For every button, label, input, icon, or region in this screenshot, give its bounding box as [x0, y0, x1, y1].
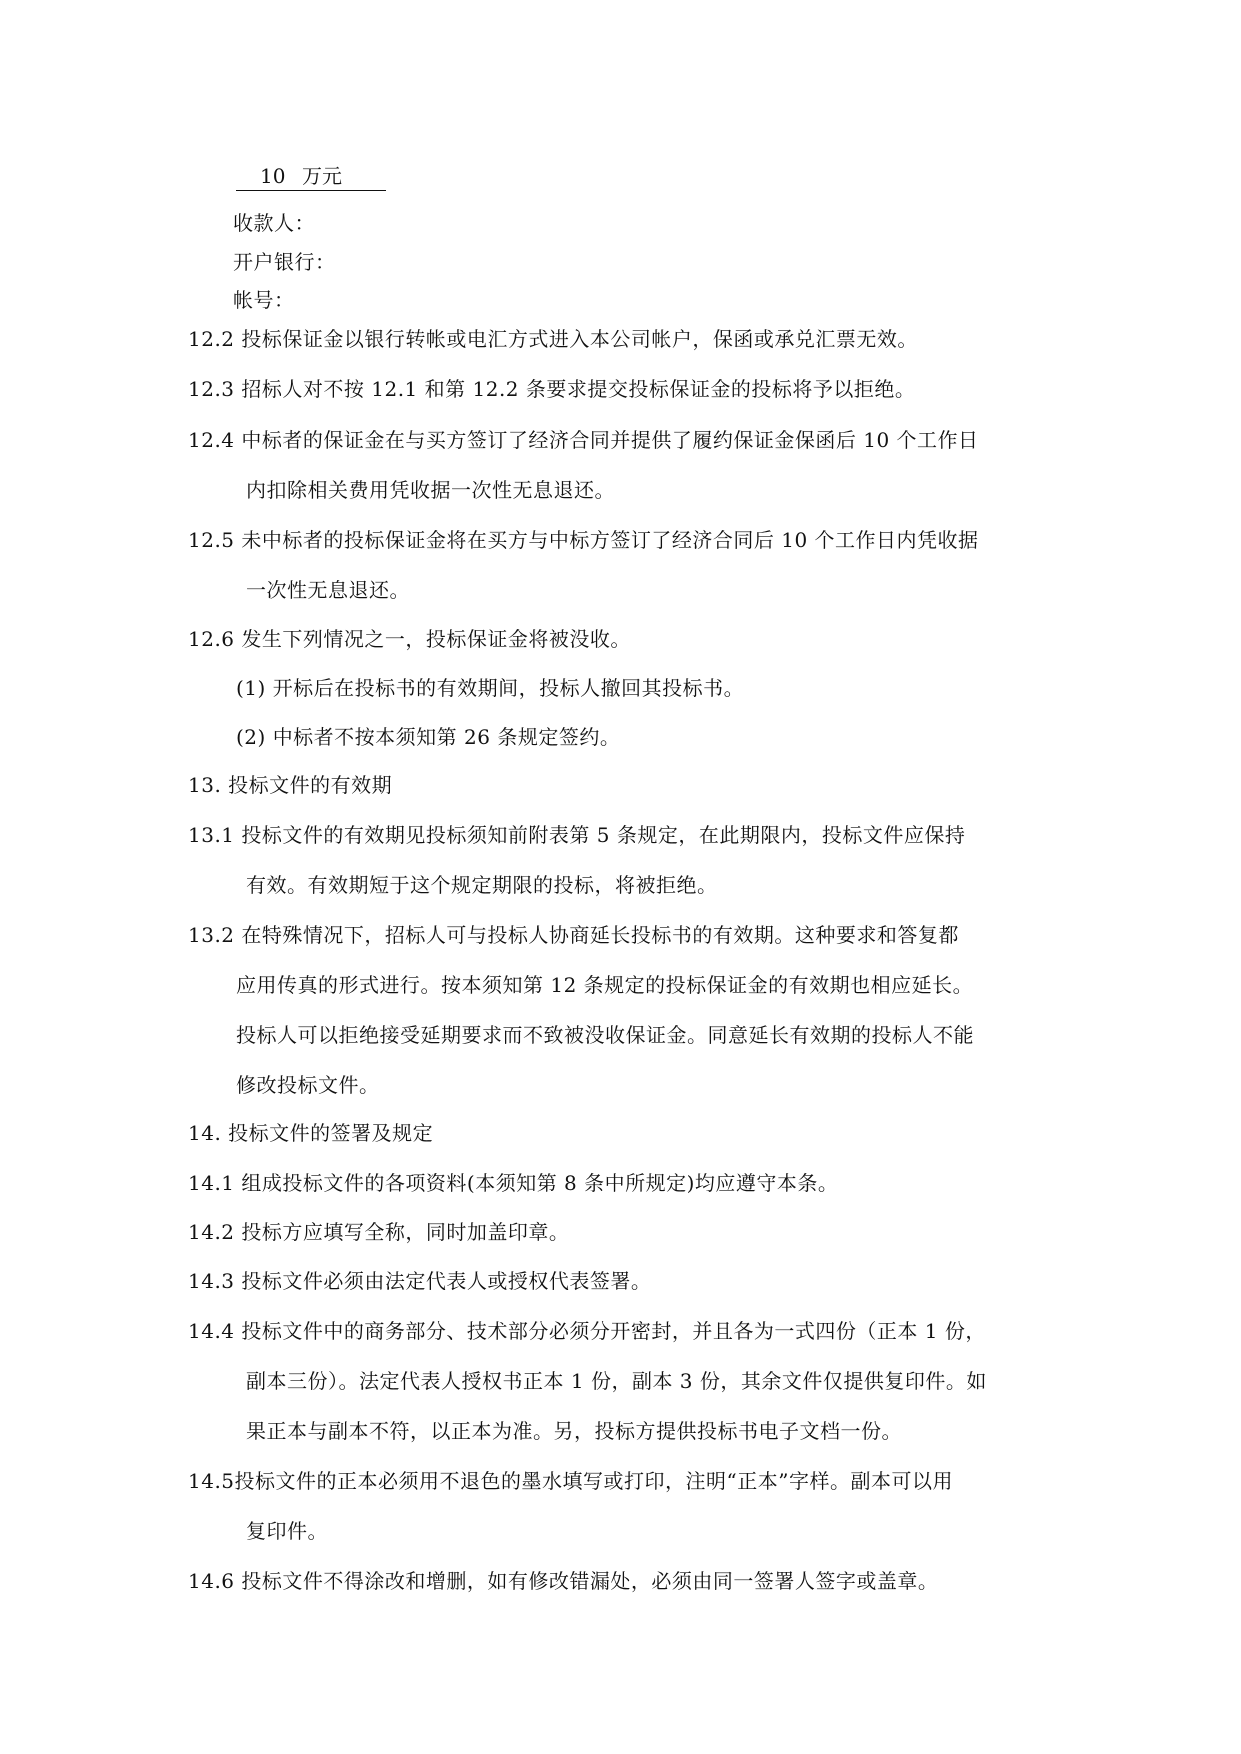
clause-14-5: 14.5投标文件的正本必须用不退色的墨水填写或打印，注明“正本”字样。副本可以用 [188, 1469, 953, 1493]
clause-14-5-cont: 复印件。 [246, 1519, 328, 1543]
section-14-heading: 14. 投标文件的签署及规定 [188, 1121, 434, 1145]
amount-value: 10 [260, 164, 286, 188]
clause-14-4: 14.4 投标文件中的商务部分、技术部分必须分开密封，并且各为一式四份（正本 1 份， [188, 1319, 986, 1343]
bank-label: 开户银行： [233, 250, 336, 274]
clause-12-6-item-1: (1) 开标后在投标书的有效期间，投标人撤回其投标书。 [236, 676, 745, 700]
clause-13-1: 13.1 投标文件的有效期见投标须知前附表第 5 条规定，在此期限内，投标文件应保持 [188, 823, 966, 847]
clause-14-1: 14.1 组成投标文件的各项资料(本须知第 8 条中所规定)均应遵守本条。 [188, 1171, 839, 1195]
clause-13-1-cont: 有效。有效期短于这个规定期限的投标，将被拒绝。 [246, 873, 718, 897]
clause-14-4-cont-1: 副本三份）。法定代表人授权书正本 1 份，副本 3 份，其余文件仅提供复印件。如 [246, 1369, 987, 1393]
clause-13-2-cont-1: 应用传真的形式进行。按本须知第 12 条规定的投标保证金的有效期也相应延长。 [236, 973, 974, 997]
section-13-heading: 13. 投标文件的有效期 [188, 773, 393, 797]
clause-13-2-cont-3: 修改投标文件。 [236, 1073, 380, 1097]
amount-underline-field [236, 164, 386, 191]
payee-label: 收款人： [233, 211, 315, 235]
clause-14-4-cont-2: 果正本与副本不符，以正本为准。另，投标方提供投标书电子文档一份。 [246, 1419, 902, 1443]
clause-12-6-item-2: (2) 中标者不按本须知第 26 条规定签约。 [236, 725, 621, 749]
account-label: 帐号： [233, 288, 295, 312]
clause-13-2: 13.2 在特殊情况下，招标人可与投标人协商延长投标书的有效期。这种要求和答复都 [188, 923, 959, 947]
clause-12-5: 12.5 未中标者的投标保证金将在买方与中标方签订了经济合同后 10 个工作日内凭收据 [188, 528, 979, 552]
clause-12-6: 12.6 发生下列情况之一，投标保证金将被没收。 [188, 627, 631, 651]
clause-14-6: 14.6 投标文件不得涂改和增删，如有修改错漏处，必须由同一签署人签字或盖章。 [188, 1569, 939, 1593]
amount-unit: 万元 [302, 164, 342, 188]
clause-13-2-cont-2: 投标人可以拒绝接受延期要求而不致被没收保证金。同意延长有效期的投标人不能 [236, 1023, 974, 1047]
clause-12-4: 12.4 中标者的保证金在与买方签订了经济合同并提供了履约保证金保函后 10 个工作日 [188, 428, 979, 452]
clause-12-4-cont: 内扣除相关费用凭收据一次性无息退还。 [246, 478, 615, 502]
clause-14-2: 14.2 投标方应填写全称，同时加盖印章。 [188, 1220, 570, 1244]
clause-12-5-cont: 一次性无息退还。 [246, 578, 410, 602]
clause-12-3: 12.3 招标人对不按 12.1 和第 12.2 条要求提交投标保证金的投标将予以拒绝。 [188, 377, 916, 401]
clause-14-3: 14.3 投标文件必须由法定代表人或授权代表签署。 [188, 1269, 652, 1293]
clause-12-2: 12.2 投标保证金以银行转帐或电汇方式进入本公司帐户，保函或承兑汇票无效。 [188, 327, 918, 351]
